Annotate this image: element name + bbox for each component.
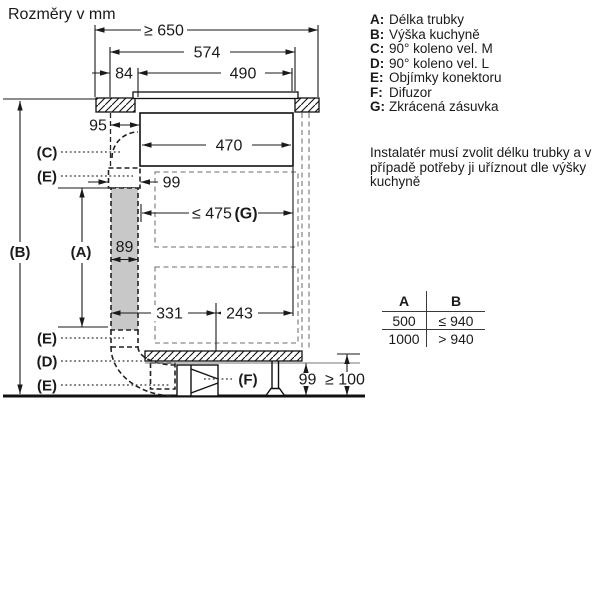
label-d: (D) xyxy=(36,353,58,371)
legend-key: F: xyxy=(370,84,383,100)
col-header-b: B xyxy=(450,293,462,309)
countertop-right-hatch xyxy=(295,98,319,112)
legend-key: A: xyxy=(370,12,385,27)
leader-lines xyxy=(61,152,232,385)
col-header-a: A xyxy=(382,291,427,311)
legend-label: Objímky konektoru xyxy=(389,70,502,85)
cooktop-glass xyxy=(133,92,298,99)
dim-650-label: ≥ 650 xyxy=(144,22,184,40)
dim-331-label: 331 xyxy=(156,305,183,323)
dim-475-label: ≤ 475 xyxy=(192,205,232,223)
dim-84-label: 84 xyxy=(115,65,133,83)
page-title: Rozměry v mm xyxy=(8,6,116,23)
dim-89-label: 89 xyxy=(115,239,134,256)
legend-label: Délka trubky xyxy=(389,12,465,27)
countertop-left-hatch xyxy=(96,98,135,112)
dim-95-label: 95 xyxy=(89,117,107,135)
label-f: (F) xyxy=(238,371,258,389)
label-e-top: (E) xyxy=(37,168,57,186)
dim-490-label: 490 xyxy=(229,65,257,83)
legend-key: D: xyxy=(370,55,385,71)
dim-100-label: ≥ 100 xyxy=(325,371,365,389)
installation-note: Instalatér musí zvolit délku trubky a v případě potřeby ji uříznout dle výšky kuchyně xyxy=(370,145,592,190)
connector-collar-top xyxy=(109,168,141,188)
cell-a2: 1000 xyxy=(382,330,427,347)
label-e-bottom: (E) xyxy=(37,377,57,395)
cell-b2: > 940 xyxy=(438,330,474,347)
dim-99-bottom-label: 99 xyxy=(298,371,317,389)
cell-b1: ≤ 940 xyxy=(438,312,474,329)
dim-475-g-label: (G) xyxy=(234,205,258,223)
countertop xyxy=(96,98,319,112)
cabinet-shelf-hatch xyxy=(145,351,302,361)
legend-label: Difuzor xyxy=(389,84,432,100)
legend-key: B: xyxy=(370,26,385,42)
legend-label: Zkrácená zásuvka xyxy=(389,99,499,114)
dim-243-label: 243 xyxy=(226,305,253,323)
diffuser xyxy=(177,365,218,396)
label-b: (B) xyxy=(9,244,31,261)
label-c: (C) xyxy=(36,144,58,162)
legend-label: 90° koleno vel. M xyxy=(389,41,493,56)
elbow-m-arc xyxy=(112,132,138,158)
label-e-mid: (E) xyxy=(37,330,57,348)
legend-key: E: xyxy=(370,70,384,85)
legend-label: Výška kuchyně xyxy=(389,26,480,42)
dim-574-label: 574 xyxy=(193,44,221,62)
cabinet-leg xyxy=(266,361,285,396)
label-a: (A) xyxy=(70,244,92,261)
leg-foot xyxy=(266,389,285,396)
diffuser-body xyxy=(177,365,218,396)
legend-key: G: xyxy=(370,99,385,114)
legend-key: C: xyxy=(370,41,385,56)
cell-a1: 500 xyxy=(382,312,427,329)
dim-470-label: 470 xyxy=(215,137,243,155)
dim-99-top-label: 99 xyxy=(162,174,181,192)
legend-label: 90° koleno vel. L xyxy=(389,55,489,71)
